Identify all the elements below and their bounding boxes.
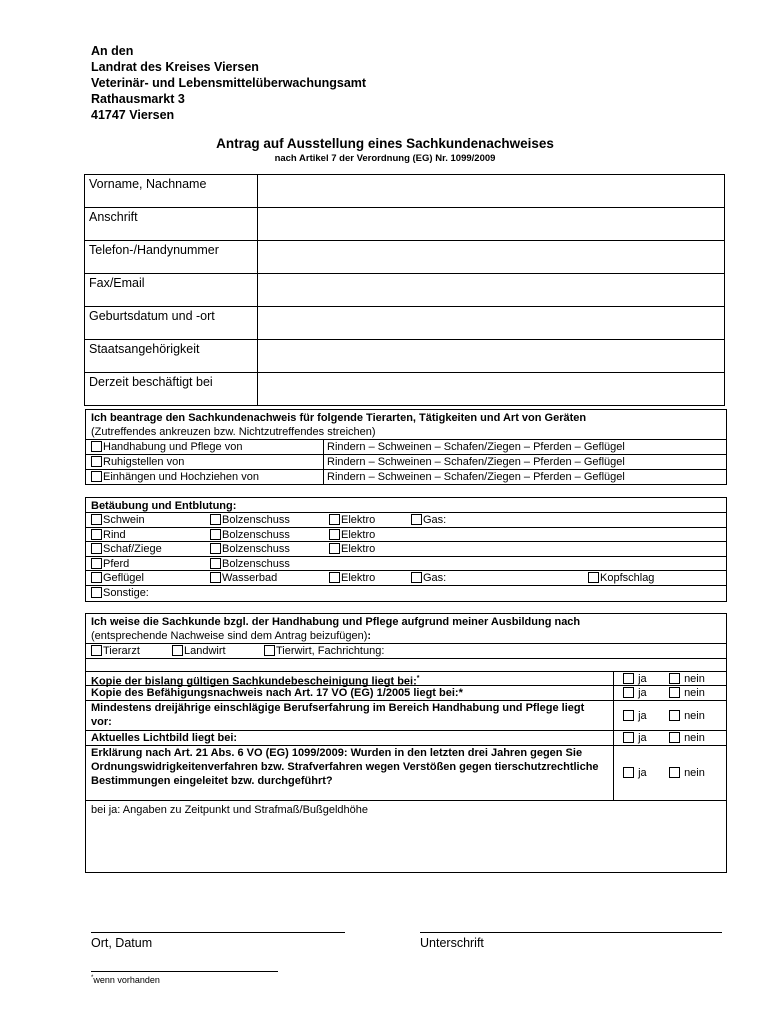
application-heading: Ich beantrage den Sachkundenachweis für folgende Tierarten, Tätigkeiten und Art von Geräten (91, 412, 587, 424)
method-label: Bolzenschuss (222, 543, 290, 555)
yes-label: ja (638, 732, 647, 744)
animal-option[interactable] (91, 542, 162, 556)
footnote-mark: * (416, 675, 420, 682)
checkbox[interactable] (172, 645, 183, 656)
method-label: Wasserbad (222, 572, 278, 584)
checkbox[interactable] (669, 710, 680, 721)
animal-label: Geflügel (103, 572, 144, 584)
training-option[interactable] (172, 644, 226, 658)
birth-field[interactable] (258, 307, 725, 340)
signature-line[interactable] (420, 932, 722, 933)
method-label: Gas: (423, 572, 447, 584)
method-label: Elektro (341, 543, 376, 555)
field-label: Derzeit beschäftigt bei (85, 373, 258, 406)
option-label: Landwirt (184, 645, 226, 657)
method-option[interactable] (210, 557, 290, 571)
method-option[interactable] (329, 513, 375, 527)
checkbox[interactable] (210, 572, 221, 583)
method-label: Bolzenschuss (222, 558, 290, 570)
checkbox[interactable] (669, 767, 680, 778)
checkbox[interactable] (329, 514, 340, 525)
field-label: Telefon-/Handynummer (85, 241, 258, 274)
checkbox[interactable] (411, 514, 422, 525)
doc-question: Aktuelles Lichtbild liegt bei: (91, 732, 238, 744)
address-field[interactable] (258, 208, 725, 241)
field-label: Fax/Email (85, 274, 258, 307)
activity-label: Einhängen und Hochziehen von (103, 471, 259, 483)
no-label: nein (684, 673, 705, 685)
no-label: nein (684, 710, 705, 722)
address-line: Veterinär- und Lebensmittelüberwachungsamt (91, 76, 367, 90)
checkbox[interactable] (264, 645, 275, 656)
checkbox[interactable] (588, 572, 599, 583)
training-heading: Ich weise die Sachkunde bzgl. der Handhabung und Pflege aufgrund meiner Ausbildung nach (91, 616, 581, 628)
stunning-section (85, 497, 727, 602)
training-option[interactable] (264, 644, 384, 658)
method-option[interactable] (329, 528, 375, 542)
signature-label: Unterschrift (420, 936, 484, 950)
activity-option[interactable] (91, 440, 242, 454)
method-label: Bolzenschuss (222, 514, 290, 526)
method-option[interactable] (329, 542, 375, 556)
animal-label: Schaf/Ziege (103, 543, 162, 555)
name-field[interactable] (258, 175, 725, 208)
form-subtitle: nach Artikel 7 der Verordnung (EG) Nr. 1099/2009 (274, 153, 496, 164)
method-label: Elektro (341, 572, 376, 584)
activity-label: Handhabung und Pflege von (103, 441, 243, 453)
checkbox[interactable] (91, 441, 102, 452)
yes-option[interactable] (623, 731, 647, 745)
field-label: Geburtsdatum und -ort (85, 307, 258, 340)
yes-label: ja (638, 767, 647, 779)
animal-label: Schwein (103, 514, 145, 526)
checkbox[interactable] (623, 673, 634, 684)
field-label: Staatsangehörigkeit (85, 340, 258, 373)
checkbox[interactable] (623, 687, 634, 698)
method-option[interactable] (210, 571, 277, 585)
recipient-address (91, 43, 366, 123)
doc-question: Mindestens dreijährige einschlägige Berufserfahrung im Bereich Handhabung und Pflege liegt vor: (91, 702, 585, 728)
checkbox[interactable] (91, 456, 102, 467)
checkbox[interactable] (91, 471, 102, 482)
field-label: Vorname, Nachname (85, 175, 258, 208)
checkbox[interactable] (329, 572, 340, 583)
checkbox[interactable] (329, 543, 340, 554)
no-option[interactable] (669, 672, 705, 686)
method-label: Bolzenschuss (222, 529, 290, 541)
checkbox[interactable] (210, 543, 221, 554)
method-label: Elektro (341, 529, 376, 541)
method-option[interactable] (210, 528, 290, 542)
employer-field[interactable] (258, 373, 725, 406)
yes-option[interactable] (623, 709, 647, 723)
animal-label: Rind (103, 529, 126, 541)
animal-option[interactable] (91, 557, 129, 571)
place-date-label: Ort, Datum (91, 936, 153, 950)
no-option[interactable] (669, 731, 705, 745)
checkbox[interactable] (669, 673, 680, 684)
method-label: Kopfschlag (600, 572, 655, 584)
no-option[interactable] (669, 709, 705, 723)
application-section (85, 409, 727, 485)
yes-label: ja (638, 687, 647, 699)
checkbox[interactable] (91, 529, 102, 540)
no-option[interactable] (669, 686, 705, 700)
animal-option[interactable] (91, 513, 145, 527)
animal-option[interactable] (91, 528, 126, 542)
doc-question: Erklärung nach Art. 21 Abs. 6 VO (EG) 1099/2009: Wurden in den letzten drei Jahren gegen Sie Ordnungswidrigkeitenverfahren bzw. Strafverfahren wegen Verstößen gegen tierschutzrechtliche Bestimmungen eingeleitet bzw. durchgeführt? (91, 747, 599, 787)
checkbox[interactable] (411, 572, 422, 583)
animal-list: Rindern – Schweinen – Schafen/Ziegen – Pferden – Geflügel (327, 471, 625, 483)
yes-option[interactable] (623, 686, 647, 700)
address-line: An den (91, 44, 134, 58)
animal-list: Rindern – Schweinen – Schafen/Ziegen – Pferden – Geflügel (327, 441, 625, 453)
nationality-field[interactable] (258, 340, 725, 373)
footnote (91, 975, 160, 985)
footnote-text: wenn vorhanden (93, 975, 160, 985)
yes-option[interactable] (623, 672, 647, 686)
method-option[interactable] (411, 571, 446, 585)
animal-list: Rindern – Schweinen – Schafen/Ziegen – Pferden – Geflügel (327, 456, 625, 468)
method-option[interactable] (588, 571, 654, 585)
personal-data-table (84, 174, 725, 406)
checkbox[interactable] (91, 558, 102, 569)
no-option[interactable] (669, 766, 705, 780)
checkbox[interactable] (91, 514, 102, 525)
checkbox[interactable] (623, 732, 634, 743)
documents-section (85, 657, 727, 873)
checkbox[interactable] (210, 514, 221, 525)
training-section (85, 613, 727, 659)
address-line: Rathausmarkt 3 (91, 92, 185, 106)
checkbox[interactable] (91, 587, 102, 598)
checkbox[interactable] (210, 529, 221, 540)
checkbox[interactable] (91, 572, 102, 583)
checkbox[interactable] (669, 687, 680, 698)
stunning-heading: Betäubung und Entblutung: (91, 500, 237, 512)
method-label: Elektro (341, 514, 376, 526)
training-option[interactable] (91, 644, 140, 658)
checkbox[interactable] (329, 529, 340, 540)
address-line: 41747 Viersen (91, 108, 175, 122)
training-note-colon: : (367, 630, 372, 642)
activity-option[interactable] (91, 455, 184, 469)
yes-label: ja (638, 673, 647, 685)
application-note: (Zutreffendes ankreuzen bzw. Nichtzutreffendes streichen) (91, 426, 376, 438)
checkbox[interactable] (623, 710, 634, 721)
option-label: Tierarzt (103, 645, 140, 657)
training-note-text: (entsprechende Nachweise sind dem Antrag beizufügen) (91, 630, 368, 642)
phone-field[interactable] (258, 241, 725, 274)
form-title: Antrag auf Ausstellung eines Sachkundenachweises (216, 136, 554, 151)
method-label: Gas: (423, 514, 447, 526)
yes-label: ja (638, 710, 647, 722)
place-date-line[interactable] (91, 932, 345, 933)
method-option[interactable] (210, 513, 290, 527)
yes-option[interactable] (623, 766, 647, 780)
checkbox[interactable] (91, 645, 102, 656)
no-label: nein (684, 732, 705, 744)
animal-label: Pferd (103, 558, 130, 570)
no-label: nein (684, 767, 705, 779)
activity-label: Ruhigstellen von (103, 456, 185, 468)
checkbox[interactable] (210, 558, 221, 569)
address-line: Landrat des Kreises Viersen (91, 60, 259, 74)
checkbox[interactable] (623, 767, 634, 778)
method-option[interactable] (411, 513, 446, 527)
animal-label: Sonstige: (103, 587, 149, 599)
animal-option[interactable] (91, 586, 149, 600)
activity-option[interactable] (91, 470, 259, 484)
method-option[interactable] (329, 571, 375, 585)
checkbox[interactable] (91, 543, 102, 554)
checkbox[interactable] (669, 732, 680, 743)
animal-option[interactable] (91, 571, 144, 585)
training-note (91, 629, 371, 643)
fax-email-field[interactable] (258, 274, 725, 307)
doc-question-text: Kopie der bislang gültigen Sachkundebescheinigung liegt bei: (91, 675, 417, 688)
no-label: nein (684, 687, 705, 699)
field-label: Anschrift (85, 208, 258, 241)
doc-question: Kopie des Befähigungsnachweis nach Art. 17 VO (EG) 1/2005 liegt bei:* (91, 687, 463, 699)
option-label: Tierwirt, Fachrichtung: (276, 645, 385, 657)
footnote-mark: * (91, 975, 94, 981)
detail-note: bei ja: Angaben zu Zeitpunkt und Strafmaß/Bußgeldhöhe (91, 804, 369, 816)
method-option[interactable] (210, 542, 290, 556)
footnote-divider (91, 971, 278, 972)
